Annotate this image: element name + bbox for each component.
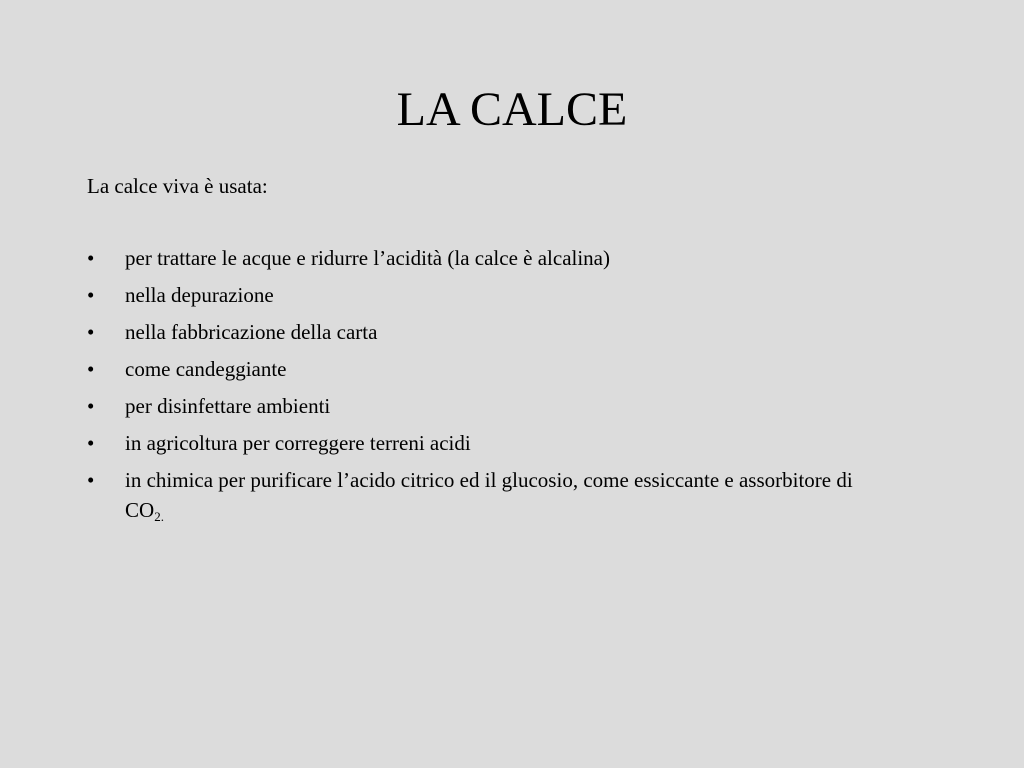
- bullet-text: in chimica per purificare l’acido citrico ed il glucosio, come essiccante e assorbitore di CO: [125, 468, 853, 522]
- bullet-text: come candeggiante: [125, 357, 287, 381]
- bullet-icon: •: [87, 246, 95, 270]
- intro-text: La calce viva è usata:: [87, 174, 268, 198]
- bullet-text: per disinfettare ambienti: [125, 394, 331, 418]
- bullet-item: [87, 428, 887, 458]
- bullet-item: [87, 243, 887, 273]
- bullet-icon: •: [87, 431, 95, 455]
- bullet-text: nella depurazione: [125, 283, 274, 307]
- bullet-icon: •: [87, 394, 95, 418]
- bullet-item: [87, 280, 887, 310]
- bullet-icon: •: [87, 320, 95, 344]
- bullet-icon: •: [87, 283, 95, 307]
- bullet-icon: •: [87, 468, 95, 492]
- bullet-item: [87, 391, 887, 421]
- co2-subscript: 2.: [154, 509, 164, 524]
- bullet-icon: •: [87, 357, 95, 381]
- bullet-item: [87, 465, 887, 525]
- bullet-item: [87, 317, 887, 347]
- bullet-list: [87, 243, 887, 532]
- bullet-item: [87, 354, 887, 384]
- bullet-text: nella fabbricazione della carta: [125, 320, 378, 344]
- bullet-text: per trattare le acque e ridurre l’acidità (la calce è alcalina): [125, 246, 610, 270]
- slide-title: LA CALCE: [396, 83, 628, 136]
- bullet-text: in agricoltura per correggere terreni acidi: [125, 431, 471, 455]
